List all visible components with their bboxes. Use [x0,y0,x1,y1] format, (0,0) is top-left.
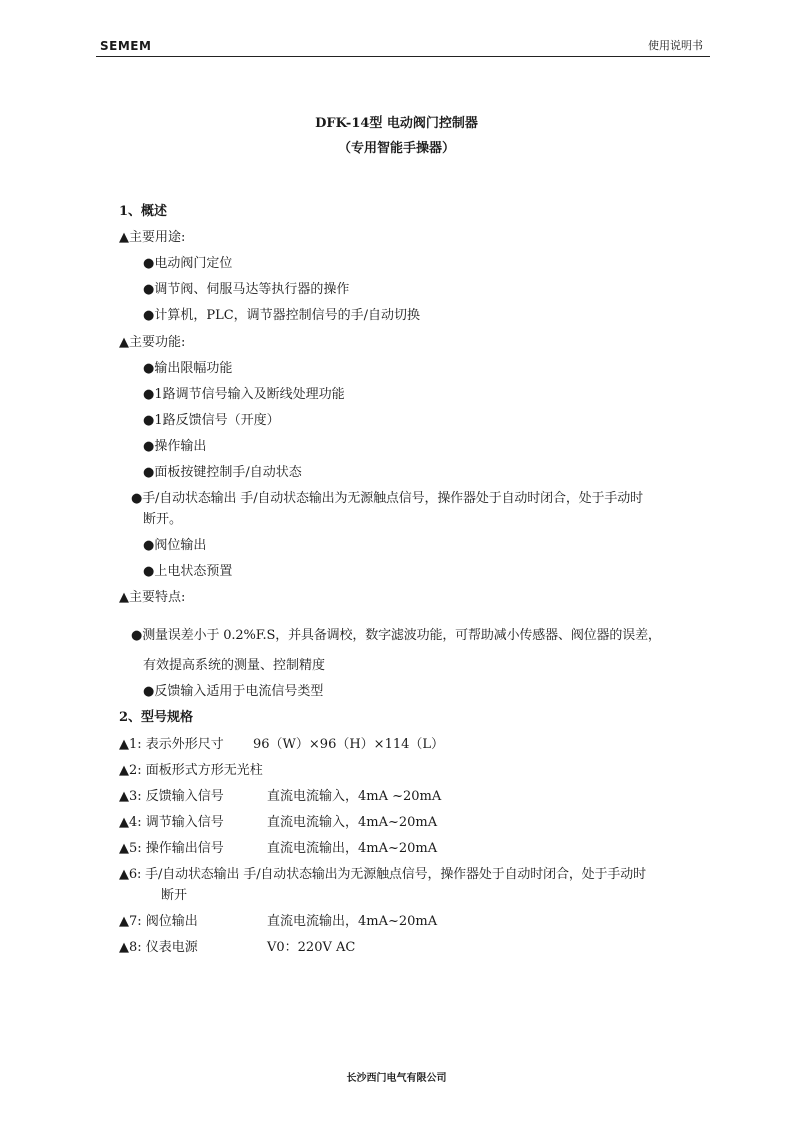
list-item: ●反馈输入适用于电流信号类型 [143,684,324,699]
spec-label: ▲1: 表示外形尺寸 [119,737,224,752]
list-item: ●上电状态预置 [143,564,233,579]
spec-value: 直流电流输入，4mA ~20mA [267,789,442,804]
list-item: ●电动阀门定位 [143,256,233,271]
spec-value: 直流电流输出，4mA~20mA [267,841,438,856]
spec-label: ▲7: 阀位输出 [119,914,198,929]
list-item-accuracy-cont: 有效提高系统的测量、控制精度 [143,658,326,673]
document-subtitle: （专用智能手操器） [337,141,455,156]
spec-value: 96（W）×96（H）×114（L） [253,737,445,752]
spec-value: 直流电流输入，4mA~20mA [267,815,438,830]
spec-value: V0：220V AC [267,940,356,955]
section-heading-overview: 1、概述 [119,204,168,219]
spec-label: ▲3: 反馈输入信号 [119,789,224,804]
spec-switch-output: ▲6: 手/自动状态输出 手/自动状态输出为无源触点信号，操作器处于自动时闭合，处于手动时 [119,867,646,882]
spec-label: ▲2: 面板形式方形无光柱 [119,763,263,778]
spec-label: ▲4: 调节输入信号 [119,815,224,830]
list-item: ●面板按键控制手/自动状态 [143,465,302,480]
list-item: ●操作输出 [143,439,207,454]
list-item: ●1路反馈信号（开度） [143,413,280,428]
spec-switch-output-cont: 断开 [161,888,188,903]
section-heading-specs: 2、型号规格 [119,710,194,725]
list-item: ●输出限幅功能 [143,361,233,376]
list-item: ●计算机，PLC，调节器控制信号的手/自动切换 [143,308,421,323]
spec-label: ▲8: 仪表电源 [119,940,198,955]
features-label: ▲主要特点: [119,590,186,605]
list-item: ●1路调节信号输入及断线处理功能 [143,387,345,402]
list-item-accuracy: ●测量误差小于 0.2%F.S，并具备调校，数字滤波功能，可帮助减小传感器、阀位器的误差， [131,628,661,643]
footer-company: 长沙西门电气有限公司 [346,1073,447,1084]
list-item: ●调节阀、伺服马达等执行器的操作 [143,282,350,297]
header-divider [96,56,710,57]
list-item-switch-output-cont: 断开。 [143,512,183,527]
list-item: ●阀位输出 [143,538,207,553]
document-title: DFK-14型 电动阀门控制器 [315,116,478,131]
spec-value: 直流电流输出，4mA~20mA [267,914,438,929]
header-brand: SEMEM [100,39,152,53]
list-item-switch-output: ●手/自动状态输出 手/自动状态输出为无源触点信号，操作器处于自动时闭合，处于手动时 [131,491,643,506]
spec-label: ▲5: 操作输出信号 [119,841,224,856]
functions-label: ▲主要功能: [119,335,186,350]
header-doc-type: 使用说明书 [648,39,703,52]
uses-label: ▲主要用途: [119,230,186,245]
